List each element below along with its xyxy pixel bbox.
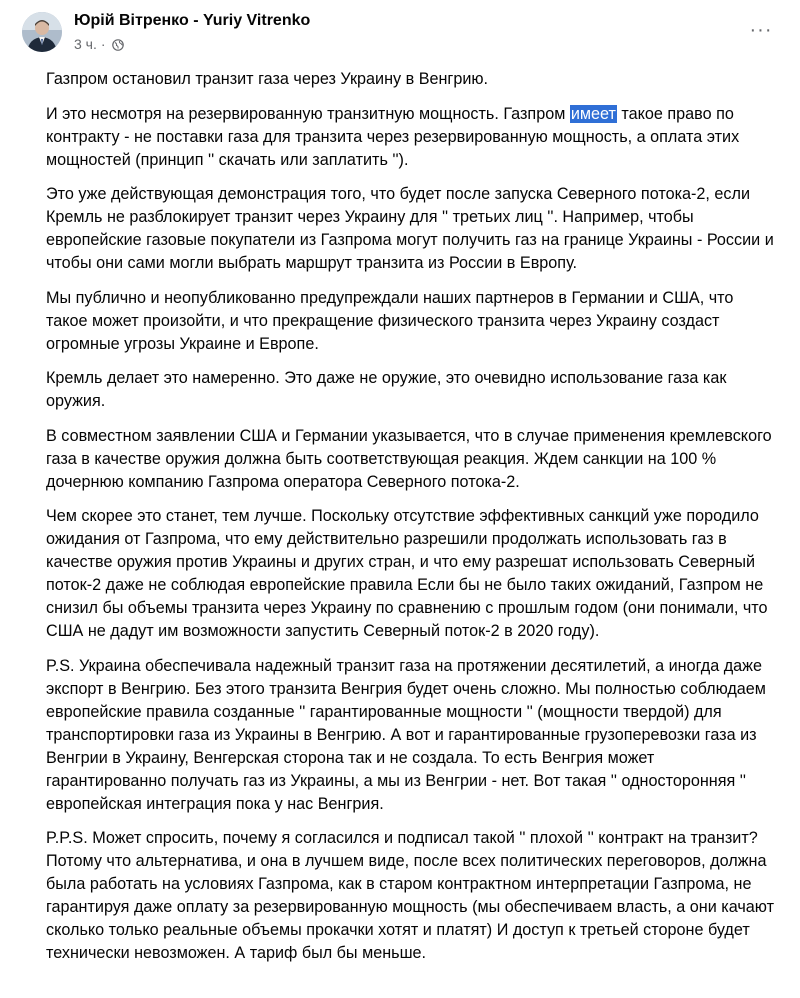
author-name[interactable]: Юрій Вітренко - Yuriy Vitrenko	[74, 12, 311, 29]
post-body	[46, 68, 776, 977]
post-timestamp[interactable]: 3 ч.	[74, 36, 97, 52]
paragraph-5: Кремль делает это намеренно. Это даже не оружие, это очевидно использование газа как оружия.	[46, 369, 727, 410]
paragraph-1: Газпром остановил транзит газа через Украину в Венгрию.	[46, 70, 489, 88]
avatar[interactable]	[22, 12, 62, 52]
paragraph-8: P.S. Украина обеспечивала надежный транзит газа на протяжении десятилетий, а иногда даже экспорт в Венгрию. Без этого транзита Венгрия будет очень сложно. Мы полностью соблюдаем европейские правила созданные '' гарантированные мощности '' (мощности твердой) для транспортировки газа из Украины в Венгрию. А вот и гарантированные грузоперевозки газа из Венгрии в Украину, Венгерская сторона так и не создала. То есть Венгрия может гарантированно получать газ из Украины, а мы из Венгрии - нет. Вот такая '' односторонняя '' европейская интеграция пока у нас Венгрия.	[46, 656, 766, 813]
meta-separator: ·	[100, 36, 106, 52]
paragraph-2	[46, 103, 776, 172]
paragraph-7: Чем скорее это станет, тем лучше. Поскольку отсутствие эффективных санкций уже породило ожидания от Газпрома, что ему действительно разрешили продолжать использовать газ в качестве оружия против Украины и других стран, и что ему разрешат использовать Северный поток-2 даже не соблюдая европейские правила Если бы не было таких ожиданий, Газпром не снизил бы объемы транзита через Украину по сравнению с прошлым годом (они понимали, что США не дадут им возможности запустить Северный поток-2 в 2020 году).	[46, 507, 768, 640]
paragraph-3: Это уже действующая демонстрация того, что будет после запуска Северного потока-2, если Кремль не разблокирует транзит через Украину для '' третьих лиц ''. Например, чтобы европейские газовые покупатели из Газпрома могут получить газ на границе Украины - России и чтобы они сами могли выбрать маршрут транзита из России в Европу.	[46, 185, 774, 272]
author-photo	[22, 12, 62, 52]
post-header	[0, 0, 800, 66]
paragraph-2-after: такое право по контракту - не поставки газа для транзита через резервированную мощность, а оплата этих мощностей (принцип '' скачать или заплатить '').	[46, 104, 740, 169]
highlighted-word: имеет	[570, 104, 616, 123]
paragraph-6: В совместном заявлении США и Германии указывается, что в случае применения кремлевского газа в качестве оружия должна быть соответствующая реакция. Ждем санкции на 100 % дочернюю компанию Газпрома оператора Северного потока-2.	[46, 426, 772, 491]
paragraph-2-before: И это несмотря на резервированную транзитную мощность. Газпром	[46, 104, 570, 123]
paragraph-9: P.P.S. Может спросить, почему я согласился и подписал такой '' плохой '' контракт на транзит? Потому что альтернатива, и она в лучшем виде, после всех политических переговоров, должна была работать на условиях Газпрома, как в старом контрактном интерпретации Газпрома, не гарантируя даже оплату за резервированную мощность (мы обеспечиваем власть, а они качают сколько только реальные объемы прокачки хотят и платят) И доступ к третьей стороне будет технически невозможен. А тариф был бы меньше.	[46, 829, 775, 962]
globe-icon[interactable]	[112, 38, 124, 50]
more-options-icon[interactable]: ···	[749, 18, 773, 41]
post-meta	[74, 36, 124, 52]
paragraph-4: Мы публично и неопубликованно предупреждали наших партнеров в Германии и США, что такое может произойти, и что прекращение физического транзита через Украину создаст огромные угрозы Украине и Европе.	[46, 288, 734, 353]
